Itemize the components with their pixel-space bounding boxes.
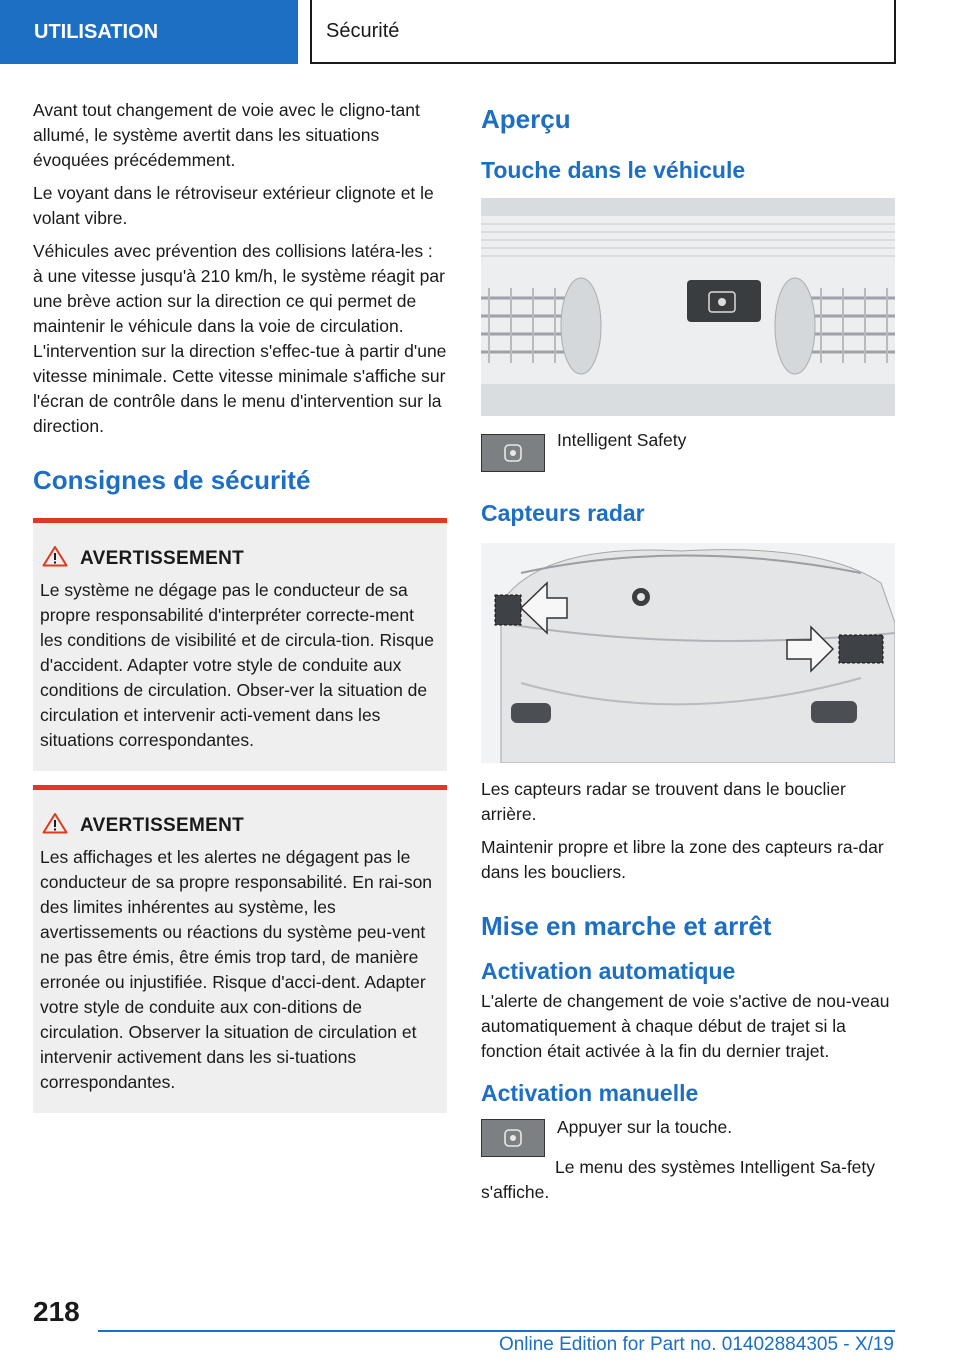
manual-activation — [481, 1115, 895, 1157]
button-heading: Touche dans le véhicule — [481, 157, 746, 183]
warning-box — [33, 518, 447, 771]
warning-title: AVERTISSEMENT — [80, 547, 245, 569]
section-label: Sécurité — [326, 19, 400, 42]
paragraph: Appuyer sur la touche. — [557, 1117, 733, 1137]
warning-text: Le système ne dégage pas le conducteur de sa propre responsabilité d'interpréter correcte-ment les conditions de visibilité et de circula-tion. Risque d'accident. Adapter votre style de conduite aux conditions de circulation. Obser-ver la situation de circulation et intervenir acti-vement dans les situations correspondantes. — [40, 580, 434, 750]
chapter-tab — [0, 0, 298, 64]
radar-heading: Capteurs radar — [481, 500, 645, 526]
rear-bumper-photo — [481, 543, 895, 763]
footer-rule — [98, 1330, 895, 1332]
intelligent-safety-button-icon — [481, 434, 545, 472]
overview-heading: Aperçu — [481, 104, 571, 134]
warning-text: Les affichages et les alertes ne dégagent pas le conducteur de sa propre responsabilité. En rai-son des limites inhérentes au système, les avertissements ou réactions du système peu-vent ne pas être émis, être émis trop tard, de manière erronée ou injustifiée. Risque d'acci-dent. Adapter votre style de conduite aux con-ditions de circulation. Observer la situation de circulation et intervenir activement dans les si-tuations correspondantes. — [40, 847, 433, 1092]
paragraph: Le menu des systèmes Intelligent Sa-fety s'affiche. — [481, 1157, 876, 1202]
left-column — [33, 98, 447, 1113]
button-label: Intelligent Safety — [557, 430, 687, 450]
auto-heading: Activation automatique — [481, 958, 736, 984]
manual-heading: Activation manuelle — [481, 1080, 699, 1106]
button-legend — [481, 430, 895, 472]
onoff-heading: Mise en marche et arrêt — [481, 911, 772, 941]
dashboard-photo — [481, 198, 895, 416]
page-number: 218 — [33, 1296, 80, 1327]
warning-triangle-icon — [42, 812, 68, 839]
section-title-box — [310, 0, 896, 64]
warning-title: AVERTISSEMENT — [80, 814, 245, 836]
paragraph: Avant tout changement de voie avec le cligno-tant allumé, le système avertit dans les situations évoquées précédemment. — [33, 100, 420, 170]
paragraph: L'alerte de changement de voie s'active de nou-veau automatiquement à chaque début de trajet si la fonction était activée à la fin du dernier trajet. — [481, 991, 890, 1061]
warning-triangle-icon — [42, 545, 68, 572]
paragraph: Véhicules avec prévention des collisions latéra-les : à une vitesse jusqu'à 210 km/h, le système réagit par une brève action sur la direction ce qui permet de maintenir le véhicule dans la voie de circulation. L'intervention sur la direction s'effec-tue à partir d'une vitesse minimale. Cette vitesse minimale s'affiche sur l'écran de contrôle dans le menu d'intervention sur la direction. — [33, 241, 447, 436]
paragraph: Les capteurs radar se trouvent dans le bouclier arrière. — [481, 779, 846, 824]
intelligent-safety-button-icon — [481, 1119, 545, 1157]
right-column — [481, 98, 895, 1213]
chapter-label: UTILISATION — [34, 20, 159, 43]
safety-heading: Consignes de sécurité — [33, 465, 311, 495]
paragraph: Le voyant dans le rétroviseur extérieur clignote et le volant vibre. — [33, 183, 434, 228]
paragraph: Maintenir propre et libre la zone des capteurs ra-dar dans les boucliers. — [481, 837, 884, 882]
footer-edition: Online Edition for Part no. 01402884305 - X/19 — [498, 1334, 894, 1355]
warning-box — [33, 785, 447, 1113]
